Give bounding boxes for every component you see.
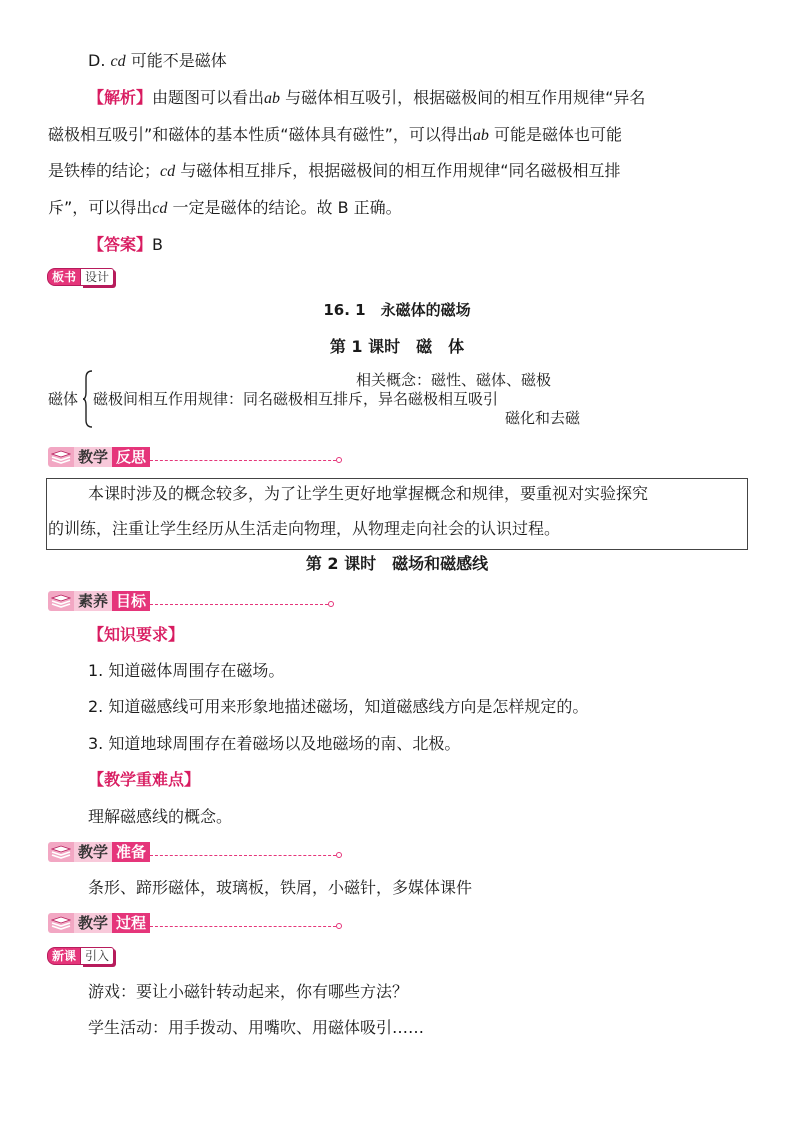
knowledge-item-2: 2. 知道磁感线可用来形象地描述磁场，知道磁感线方向是怎样规定的。 <box>88 697 589 716</box>
new-lesson-intro-tab: 新课 引入 <box>47 947 114 965</box>
section-header-goals: 素养 目标 <box>48 590 334 612</box>
books-icon <box>48 591 74 611</box>
lesson2-title: 第 2 课时 磁场和磁感线 <box>305 554 489 573</box>
board-subtitle: 第 1 课时 磁 体 <box>329 337 465 356</box>
reflection-line-2: 的训练，注重让学生经历从生活走向物理，从物理走向社会的认识过程。 <box>48 519 561 538</box>
analysis-line-3: 是铁棒的结论；cd 与磁体相互排斥，根据磁极间的相互作用规律“同名磁极相互排 <box>48 161 621 180</box>
answer-line: 【答案】B <box>88 235 163 254</box>
option-d: D. cd 可能不是磁体 <box>88 51 227 70</box>
game-text: 游戏：要让小磁针转动起来，你有哪些方法？ <box>88 982 409 1001</box>
knowledge-item-3: 3. 知道地球周围存在着磁场以及地磁场的南、北极。 <box>88 734 461 753</box>
student-activity-text: 学生活动：用手拨动、用嘴吹、用磁体吸引…… <box>88 1018 425 1037</box>
section-header-preparation: 教学 准备 <box>48 841 342 863</box>
section-header-process: 教学 过程 <box>48 912 342 934</box>
section-header-reflection: 教学 反思 <box>48 446 342 468</box>
preparation-text: 条形、蹄形磁体，玻璃板，铁屑，小磁针，多媒体课件 <box>88 878 473 897</box>
books-icon <box>48 447 74 467</box>
analysis-line-1: 【解析】由题图可以看出ab 与磁体相互吸引，根据磁极间的相互作用规律“异名 <box>88 88 646 107</box>
knowledge-tag: 【知识要求】 <box>88 625 185 644</box>
analysis-line-2: 磁极相互吸引”和磁体的基本性质“磁体具有磁性”，可以得出ab 可能是磁体也可能 <box>48 125 622 144</box>
analysis-line-4: 斥”，可以得出cd 一定是磁体的结论。故 B 正确。 <box>48 198 402 217</box>
board-item-interaction: 磁极间相互作用规律：同名磁极相互排斥，异名磁极相互吸引 <box>93 390 499 408</box>
books-icon <box>48 842 74 862</box>
board-item-magnetization: 磁化和去磁 <box>505 409 581 427</box>
board-design-tab: 板书 设计 <box>47 268 114 286</box>
board-item-concepts: 相关概念：磁性、磁体、磁极 <box>356 371 552 389</box>
key-points-text: 理解磁感线的概念。 <box>88 807 233 826</box>
board-root: 磁体 <box>48 390 79 408</box>
board-title: 16. 1 永磁体的磁场 <box>323 301 471 319</box>
knowledge-item-1: 1. 知道磁体周围存在磁场。 <box>88 661 285 680</box>
key-points-tag: 【教学重难点】 <box>88 770 201 789</box>
reflection-line-1: 本课时涉及的概念较多，为了让学生更好地掌握概念和规律，要重视对实验探究 <box>88 484 649 503</box>
books-icon <box>48 913 74 933</box>
